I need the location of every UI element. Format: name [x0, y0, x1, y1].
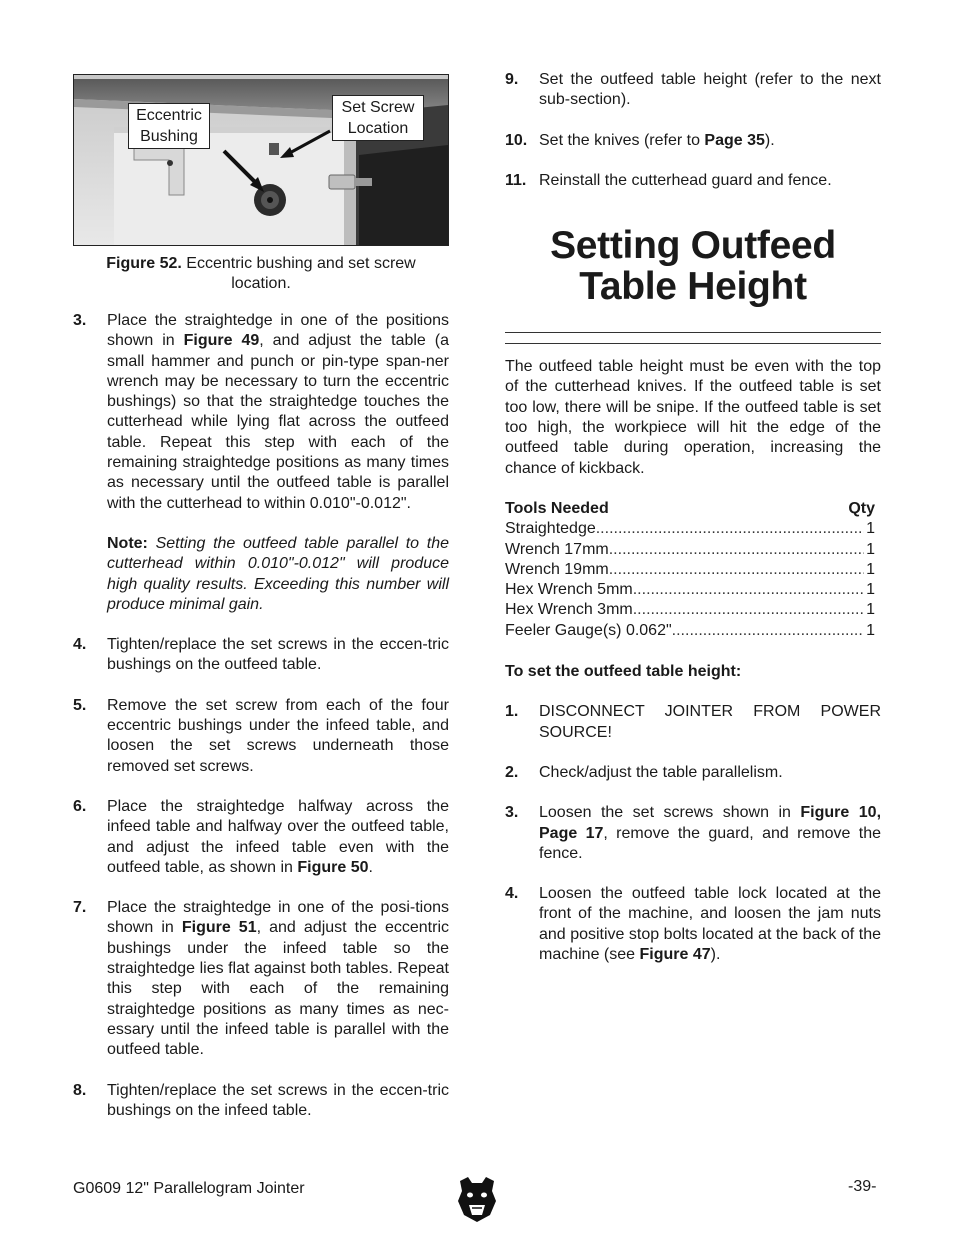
step-number: 10. [505, 131, 528, 149]
tools-header-label: Tools Needed [505, 499, 609, 517]
heading-rule-top [505, 332, 881, 333]
tool-row: Hex Wrench 3mm ..... 1 [505, 600, 875, 620]
caption-label: Figure 52. [106, 255, 182, 272]
page-number: -39- [848, 1178, 877, 1195]
tool-row: Straightedge ..... 1 [505, 519, 875, 539]
step-text: Place the straightedge in one of the posi-tions shown in Figure 51, and adjust the eccentric bushings under the infeed table so the straightedge lies flat against both tables. Repeat this step with each of the remaining straightedge positions as many times as nec-essary until the infeed table is parallel with the outfeed table. [107, 899, 449, 1059]
tool-row: Wrench 17mm ..... 1 [505, 540, 875, 560]
step-text: Check/adjust the table parallelism. [539, 763, 783, 781]
note-label: Note: [107, 534, 148, 552]
step-text: DISCONNECT JOINTER FROM POWER SOURCE! [539, 703, 881, 741]
step-text: Tighten/replace the set screws in the eccen-tric bushings on the infeed table. [107, 1081, 449, 1119]
footer-model: G0609 12" Parallelogram Jointer [73, 1180, 305, 1197]
procedure-step-1 [505, 702, 881, 743]
step-number: 4. [73, 636, 87, 654]
left-steps-list [73, 311, 449, 1121]
step-10 [505, 131, 881, 151]
left-column [73, 74, 449, 1121]
procedure-steps [505, 702, 881, 965]
heading-line-2: Table Height [579, 265, 807, 309]
figure-52-photo [73, 74, 449, 246]
intro-paragraph: The outfeed table height must be even with the top of the cutterhead knives. If the outfeed table is set too low, there will be snipe. If the outfeed table is set too high, the workpiece will hit the edge of the outfeed table during operation, increasing the chance of kickback. [505, 358, 881, 477]
step-text: Set the knives (refer to Page 35). [539, 131, 775, 149]
step-9 [505, 70, 881, 111]
tool-row: Wrench 19mm ..... 1 [505, 560, 875, 580]
step-number: 3. [505, 804, 519, 822]
step-6-left [73, 797, 449, 878]
figure-caption [73, 254, 449, 294]
step-number: 4. [505, 885, 519, 903]
caption-text: Eccentric bushing and set screw location. [186, 255, 416, 292]
callout-eccentric-bushing: Eccentric Bushing [128, 103, 210, 149]
procedure-step-3 [505, 803, 881, 864]
step-text: Set the outfeed table height (refer to the next sub-section). [539, 71, 881, 109]
callout-set-screw-location: Set Screw Location [332, 95, 424, 141]
tools-needed-list [505, 499, 881, 641]
heading-rule-bottom [505, 343, 881, 344]
step-text: Loosen the outfeed table lock located at the front of the machine, and loosen the jam nuts and positive stop bolts located at the back of the machine (see Figure 47). [539, 885, 881, 964]
step-3-left [73, 311, 449, 514]
step-number: 5. [73, 696, 87, 714]
step-number: 11. [505, 171, 527, 189]
step-5-left [73, 696, 449, 777]
grizzly-bear-logo-icon [456, 1175, 498, 1223]
step-text: Remove the set screw from each of the four eccentric bushings under the infeed table, and loosen the set screws underneath those removed set screws. [107, 696, 449, 775]
tools-header [505, 499, 875, 519]
step-text: Place the straightedge in one of the positions shown in Figure 49, and adjust the table (a small hammer and punch or pin-type span-ner wrench may be necessary to turn the eccentric bushings) so that the straightedge touches the cutterhead while lying flat across the outfeed table. Repeat this step with each of the remaining straightedge positions as many times as necessary until the outfeed table is parallel with the cutterhead to within 0.010"-0.012". [107, 312, 449, 512]
procedure-step-4 [505, 884, 881, 965]
step-number: 3. [73, 312, 87, 329]
step-text: Loosen the set screws shown in Figure 10, Page 17, remove the guard, and remove the fence. [539, 804, 882, 862]
step-4-left [73, 635, 449, 676]
procedure-title: To set the outfeed table height: [505, 663, 742, 681]
note-paragraph [107, 534, 449, 615]
step-number: 6. [73, 797, 87, 815]
tools-header-qty: Qty [848, 499, 875, 517]
step-number: 2. [505, 763, 519, 781]
tool-row: Feeler Gauge(s) 0.062" ..... 1 [505, 621, 875, 641]
step-7-left [73, 898, 449, 1060]
heading-line-1: Setting Outfeed [550, 224, 836, 268]
step-text: Tighten/replace the set screws in the eccen-tric bushings on the outfeed table. [107, 636, 449, 674]
right-column [505, 70, 881, 965]
step-number: 8. [73, 1081, 87, 1099]
section-heading [505, 225, 881, 307]
procedure-step-2 [505, 763, 881, 783]
step-8-left [73, 1081, 449, 1122]
step-text: Place the straightedge halfway across the infeed table and halfway over the outfeed table, and adjust the infeed table even with the outfeed table, as shown in Figure 50. [107, 797, 449, 876]
step-11 [505, 171, 881, 191]
step-number: 9. [505, 71, 519, 88]
step-number: 1. [505, 703, 519, 721]
step-text: Reinstall the cutterhead guard and fence. [539, 171, 832, 189]
note-text: Setting the outfeed table parallel to the cutterhead within 0.010"-0.012" will produce high quality results. Exceeding this number will produce minimal gain. [107, 534, 449, 613]
step-number: 7. [73, 899, 87, 917]
tool-row: Hex Wrench 5mm ..... 1 [505, 580, 875, 600]
